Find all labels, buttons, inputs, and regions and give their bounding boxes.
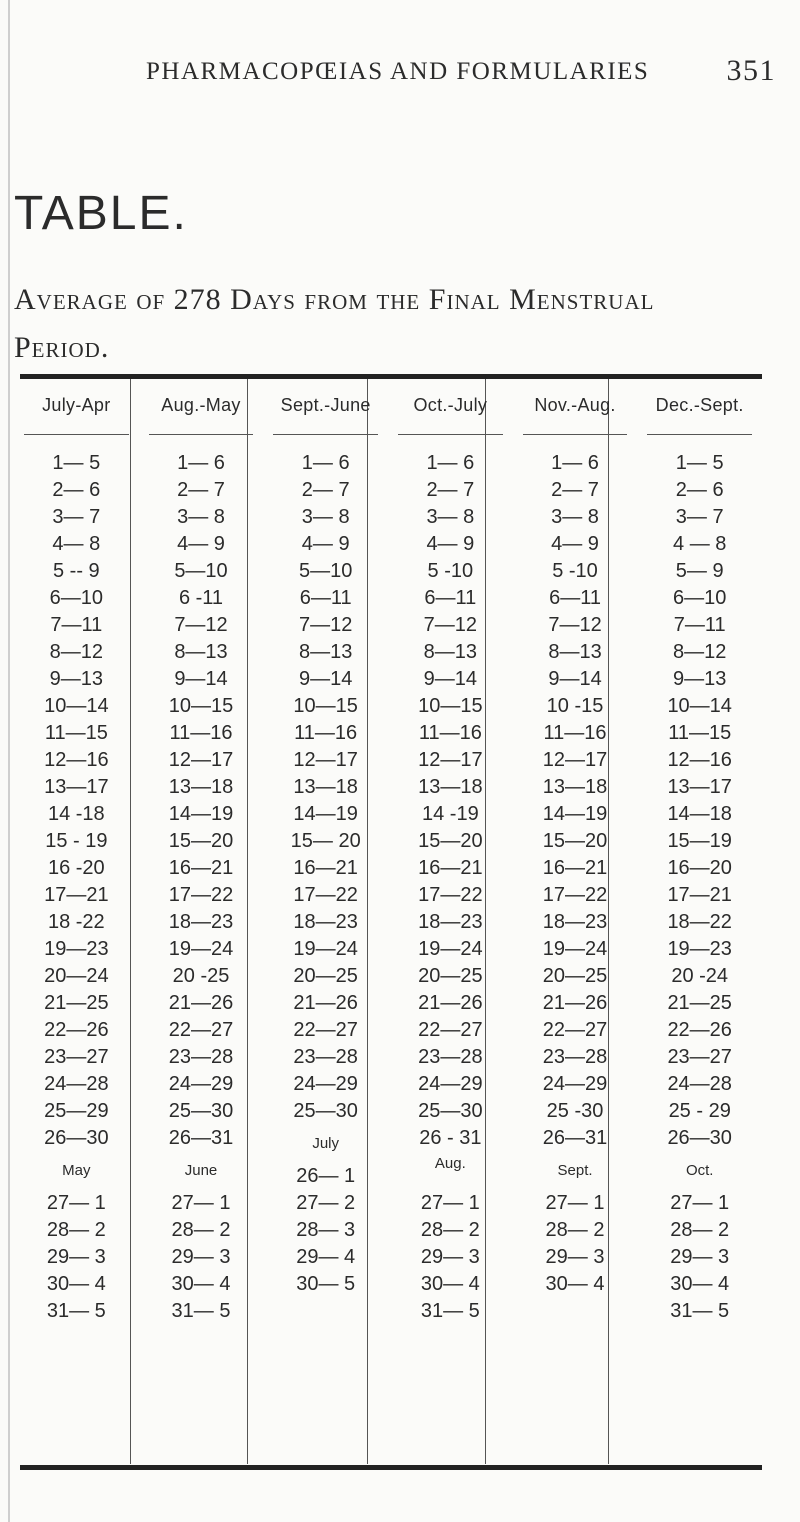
date-row: 21—26 [168,992,234,1014]
date-list [637,450,762,1325]
date-row: 11—15 [668,722,732,744]
date-row: 27— 1 [171,1192,231,1214]
date-row: 30— 4 [545,1273,605,1295]
date-row: 10 -15 [546,695,604,717]
table-column [637,379,762,1465]
date-row: 25—29 [44,1100,109,1122]
date-row: 27— 1 [46,1192,106,1214]
date-row: 19—24 [293,938,358,960]
date-row: 5—10 [298,560,353,582]
date-row: 21—25 [667,992,732,1014]
date-row: 19—23 [667,938,732,960]
date-row: 2— 7 [301,479,350,501]
date-row: 24—29 [418,1073,483,1095]
date-row: 16—20 [667,857,732,879]
date-row: 22—27 [418,1019,483,1041]
date-row: 1— 6 [177,452,225,474]
date-row: 27— 1 [545,1192,605,1214]
date-row: 31— 5 [171,1300,231,1322]
date-row: 7—11 [673,614,726,636]
date-row: 6 -11 [178,587,224,609]
date-row: 29— 4 [296,1246,356,1268]
date-row: 7—11 [50,614,103,636]
date-row: 30— 5 [296,1273,356,1295]
date-row: 18 -22 [47,911,105,933]
date-row: 16 -20 [47,857,105,879]
date-row: 8—13 [174,641,228,663]
column-header: Oct.-July [413,395,488,415]
date-row: 20 -24 [671,965,729,987]
table-column [513,379,638,1465]
date-row: 10—15 [168,695,234,717]
date-row: 8—12 [49,641,104,663]
date-row: 20—24 [44,965,109,987]
date-row: 25 -30 [546,1100,604,1122]
date-row: 24—29 [168,1073,234,1095]
date-row: 26—30 [44,1127,109,1149]
date-row: 17—21 [667,884,732,906]
date-row: 6—11 [549,587,601,609]
date-row: 13—18 [293,776,358,798]
date-row: 20—25 [418,965,483,987]
date-row: 12—16 [667,749,732,771]
date-row: 12—17 [418,749,483,771]
date-row: 23—28 [418,1046,483,1068]
date-row: 4— 9 [426,533,475,555]
date-row: 6—10 [673,587,727,609]
date-row: 7—12 [548,614,602,636]
date-row: 30— 4 [420,1273,480,1295]
date-row: 27— 1 [420,1192,480,1214]
date-row: 3— 8 [177,506,225,528]
date-row: 5 -10 [552,560,598,582]
date-row: 13—18 [542,776,608,798]
month-label: June [184,1162,218,1179]
date-row: 23—27 [44,1046,109,1068]
date-row: 8—13 [548,641,602,663]
date-row: 31— 5 [670,1300,730,1322]
date-row: 16—21 [542,857,608,879]
date-row: 13—18 [168,776,234,798]
date-row: 4 — 8 [673,533,727,555]
date-row: 21—26 [418,992,483,1014]
date-row: 15—20 [542,830,608,852]
date-row: 6—11 [299,587,352,609]
date-row: 30— 4 [171,1273,231,1295]
date-list [139,450,264,1325]
date-row: 14—19 [293,803,358,825]
gestation-table [14,374,762,1470]
date-row: 21—26 [293,992,358,1014]
table-subtitle: Average of 278 Days from the Final Menstrual Period. [14,283,655,364]
date-row: 18—22 [667,911,732,933]
date-row: 23—27 [667,1046,732,1068]
date-row: 3— 7 [675,506,724,528]
date-row: 11—15 [44,722,108,744]
date-row: 24—28 [667,1073,732,1095]
date-row: 17—22 [418,884,483,906]
date-list [513,450,638,1298]
date-row: 14—19 [168,803,234,825]
month-label: May [62,1162,91,1179]
date-row: 11—16 [294,722,358,744]
date-row: 28— 2 [171,1219,231,1241]
date-row: 19—23 [44,938,109,960]
date-row: 31— 5 [420,1300,480,1322]
date-row: 10—15 [418,695,483,717]
date-row: 1— 5 [52,452,101,474]
running-title: PHARMACOPŒIAS AND FORMULARIES [146,58,650,85]
date-row: 19—24 [168,938,234,960]
page-number: 351 [726,54,776,87]
date-row: 23—28 [293,1046,358,1068]
date-row: 7—12 [298,614,353,636]
date-row: 31— 5 [46,1300,106,1322]
date-row: 6—10 [49,587,104,609]
date-row: 4— 8 [52,533,101,555]
date-row: 12—17 [542,749,608,771]
date-row: 20 -25 [172,965,230,987]
date-row: 16—21 [293,857,358,879]
date-row: 1— 6 [551,452,599,474]
date-row: 12—16 [44,749,109,771]
date-row: 20—25 [293,965,358,987]
date-row: 9—13 [49,668,104,690]
month-label-row [139,1152,264,1190]
date-row: 15 - 19 [45,830,108,852]
table-column [14,379,139,1465]
date-row: 5—10 [174,560,228,582]
date-row: 26—30 [667,1127,732,1149]
month-label: Oct. [685,1162,714,1179]
date-row: 10—14 [667,695,732,717]
table-column [263,379,388,1465]
table-bottom-rule [20,1465,762,1470]
date-row: 3— 8 [426,506,475,528]
date-row: 8—13 [298,641,353,663]
date-list [14,450,139,1325]
page-header [146,54,776,94]
date-row: 18—23 [293,911,358,933]
date-row: 8—13 [423,641,478,663]
date-row: 11—16 [543,722,607,744]
month-label-row [388,1152,513,1190]
date-row: 30— 4 [46,1273,106,1295]
date-row: 29— 3 [171,1246,231,1268]
date-row: 7—12 [423,614,478,636]
month-label: Sept. [557,1162,593,1179]
date-row: 28— 3 [296,1219,356,1241]
date-row: 13—18 [418,776,483,798]
date-row: 23—28 [542,1046,608,1068]
date-row: 4— 9 [301,533,350,555]
table-column [139,379,264,1465]
date-row: 24—29 [542,1073,608,1095]
date-row: 26— 1 [296,1165,356,1187]
month-label-row [14,1152,139,1190]
date-row: 10—15 [293,695,358,717]
table-column [388,379,513,1465]
date-list [388,450,513,1325]
date-row: 4— 9 [551,533,599,555]
date-row: 25—30 [168,1100,234,1122]
date-row: 27— 2 [296,1192,356,1214]
date-row: 20—25 [542,965,608,987]
date-row: 5 -- 9 [52,560,100,582]
header-rule [149,434,254,435]
table-heading: TABLE. [14,187,188,240]
date-row: 13—17 [44,776,109,798]
date-row: 29— 3 [545,1246,605,1268]
date-row: 5— 9 [675,560,724,582]
column-header: Aug.-May [161,395,241,415]
column-header: Dec.-Sept. [655,395,744,415]
date-row: 21—25 [44,992,109,1014]
date-row: 24—28 [44,1073,109,1095]
header-rule [24,434,129,435]
date-row: 29— 3 [670,1246,730,1268]
date-row: 25 - 29 [668,1100,731,1122]
date-row: 13—17 [667,776,732,798]
date-row: 22—26 [667,1019,732,1041]
date-row: 3— 8 [551,506,599,528]
month-label-row [263,1125,388,1163]
date-row: 12—17 [168,749,234,771]
month-label-row [637,1152,762,1190]
date-row: 26—31 [168,1127,234,1149]
date-row: 11—16 [418,722,482,744]
date-row: 25—30 [418,1100,483,1122]
date-row: 28— 2 [420,1219,480,1241]
date-row: 2— 6 [52,479,101,501]
date-row: 8—12 [673,641,727,663]
date-row: 9—13 [673,668,727,690]
date-row: 2— 6 [675,479,724,501]
date-row: 2— 7 [177,479,225,501]
date-row: 21—26 [542,992,608,1014]
date-row: 19—24 [418,938,483,960]
page-edge-shadow [8,0,10,1522]
date-row: 30— 4 [670,1273,730,1295]
date-row: 15—20 [168,830,234,852]
date-row: 22—27 [542,1019,608,1041]
date-row: 22—27 [293,1019,358,1041]
date-row: 3— 7 [52,506,101,528]
date-row: 17—21 [44,884,109,906]
date-row: 14—18 [667,803,732,825]
date-row: 9—14 [174,668,228,690]
table-columns [14,379,762,1465]
date-row: 29— 3 [420,1246,480,1268]
month-label: July [312,1135,340,1152]
date-row: 17—22 [542,884,608,906]
date-row: 14 -19 [421,803,479,825]
date-row: 4— 9 [177,533,225,555]
date-row: 27— 1 [670,1192,730,1214]
date-row: 9—14 [298,668,353,690]
date-row: 18—23 [418,911,483,933]
date-row: 25—30 [293,1100,358,1122]
date-row: 15—19 [667,830,732,852]
date-row: 26—31 [542,1127,608,1149]
date-row: 16—21 [418,857,483,879]
date-row: 9—14 [548,668,602,690]
date-row: 28— 2 [670,1219,730,1241]
date-row: 28— 2 [545,1219,605,1241]
date-row: 16—21 [168,857,234,879]
date-row: 1— 5 [675,452,724,474]
date-row: 3— 8 [301,506,350,528]
header-rule [273,434,378,435]
date-row: 17—22 [293,884,358,906]
header-rule [398,434,503,435]
date-row: 9—14 [423,668,478,690]
date-row: 22—27 [168,1019,234,1041]
date-row: 24—29 [293,1073,358,1095]
date-row: 26 - 31 [419,1127,482,1149]
date-row: 18—23 [168,911,234,933]
date-row: 14 -18 [47,803,105,825]
date-list [263,450,388,1298]
date-row: 17—22 [168,884,234,906]
date-row: 22—26 [44,1019,109,1041]
date-row: 2— 7 [426,479,475,501]
month-label-row [513,1152,638,1190]
column-header: Sept.-June [280,395,371,415]
date-row: 15— 20 [290,830,361,852]
date-row: 2— 7 [551,479,599,501]
date-row: 18—23 [542,911,608,933]
column-header: July-Apr [42,395,111,415]
date-row: 1— 6 [426,452,475,474]
header-rule [523,434,628,435]
date-row: 6—11 [424,587,477,609]
header-rule [647,434,752,435]
date-row: 7—12 [174,614,228,636]
date-row: 5 -10 [427,560,474,582]
date-row: 23—28 [168,1046,234,1068]
date-row: 15—20 [418,830,483,852]
date-row: 29— 3 [46,1246,106,1268]
date-row: 14—19 [542,803,608,825]
date-row: 19—24 [542,938,608,960]
date-row: 28— 2 [46,1219,106,1241]
month-label: Aug. [434,1155,466,1172]
date-row: 11—16 [169,722,233,744]
date-row: 10—14 [44,695,109,717]
date-row: 1— 6 [301,452,350,474]
date-row: 12—17 [293,749,358,771]
column-header: Nov.-Aug. [534,395,616,415]
